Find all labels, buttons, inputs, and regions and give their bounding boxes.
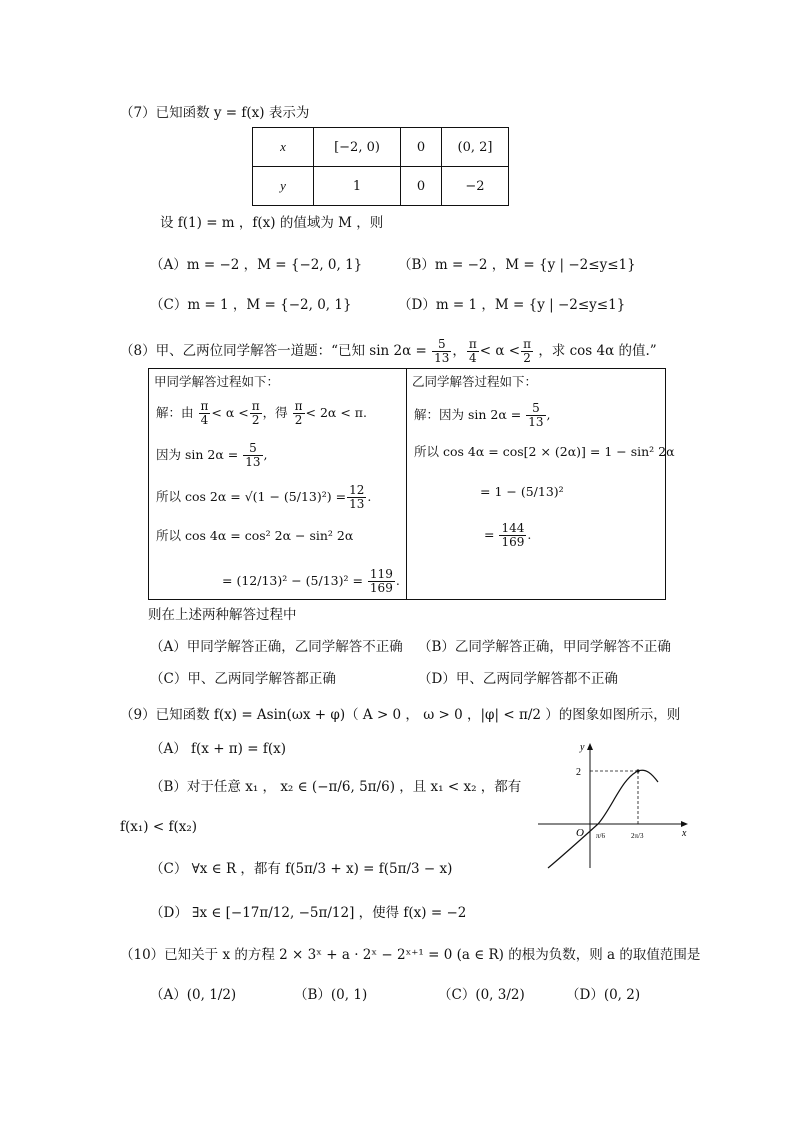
x-axis-label: x xyxy=(682,828,687,839)
q8-stem: （8）甲、乙两位同学解答一道题：“已知 sin 2α = $\frac{5}{13}$ ， $\frac{\pi}{4}$ < α < $\frac{\pi}{2}$ ，求 cos 4α 的值.” xyxy=(120,337,657,365)
max-label: 2 xyxy=(576,767,581,778)
y-axis-label: y xyxy=(580,742,585,753)
q7-option-b[interactable]: （B）m = −2 ，M = {y | −2≤y≤1} xyxy=(398,257,636,273)
q7-option-c[interactable]: （C）m = 1 ，M = {−2, 0, 1} xyxy=(150,297,352,313)
y-axis-arrow xyxy=(587,743,593,750)
table-row xyxy=(253,167,509,206)
q9-stem: （9）已知函数 f(x) = Asin(ωx + φ)（ A > 0 ， ω > 0 ，|φ| < π/2 ）的图象如图所示，则 xyxy=(120,707,681,723)
q10-option-c[interactable]: （C）(0, 3/2) xyxy=(438,987,525,1003)
q8-tail: 则在上述两种解答过程中 xyxy=(148,607,297,623)
q8-option-a[interactable]: （A）甲同学解答正确，乙同学解答不正确 xyxy=(150,639,403,655)
q7-option-d[interactable]: （D）m = 1 ，M = {y | −2≤y≤1} xyxy=(398,297,626,313)
q8-right-line3: = 1 − (5/13)² xyxy=(480,484,564,499)
q7-setup: 设 f(1) = m ，f(x) 的值域为 M ，则 xyxy=(160,215,384,231)
table-row xyxy=(253,128,509,167)
table-cell: (0, 2] xyxy=(442,128,509,167)
q8-left-line2: 因为 sin 2α = $\frac{5}{13}$ , xyxy=(156,441,268,469)
q8-left-line3: 所以 cos 2α = √(1 − (5/13)²) = $\frac{12}{13}$ . xyxy=(156,483,372,511)
q10-option-d[interactable]: （D）(0, 2) xyxy=(566,987,641,1003)
q8-stem-part: （8）甲、乙两位同学解答一道题：“已知 sin 2α = xyxy=(120,343,427,359)
q10-option-b[interactable]: （B）(0, 1) xyxy=(294,987,368,1003)
q8-right-line1: 解：因为 sin 2α = $\frac{5}{13}$ , xyxy=(414,401,551,429)
q9-option-b-cont: f(x₁) < f(x₂) xyxy=(120,819,198,835)
table-cell: y xyxy=(253,167,314,206)
sine-curve xyxy=(548,770,658,868)
max-point xyxy=(636,769,639,772)
q9-option-a[interactable]: （A） f(x + π) = f(x) xyxy=(150,741,286,757)
q9-option-d[interactable]: （D） ∃x ∈ [−17π/12, −5π/12] ，使得 f(x) = −2 xyxy=(150,905,467,921)
q8-left-title: 甲同学解答过程如下： xyxy=(154,374,280,389)
table-cell: 1 xyxy=(314,167,401,206)
q8-right-line2: 所以 cos 4α = cos[2 × (2α)] = 1 − sin² 2α xyxy=(414,444,675,459)
q7-option-a[interactable]: （A）m = −2 ，M = {−2, 0, 1} xyxy=(150,257,363,273)
q8-stem-part: ，求 cos 4α 的值.” xyxy=(538,343,657,359)
q9-graph xyxy=(530,738,694,872)
table-cell: x xyxy=(253,128,314,167)
origin-label: O xyxy=(576,827,584,839)
fraction: $\frac{\pi}{4}$ xyxy=(468,337,477,365)
tick-pi6: π/6 xyxy=(596,832,605,840)
fraction: $\frac{5}{13}$ xyxy=(434,337,450,365)
x-axis-arrow xyxy=(681,821,688,827)
fraction: $\frac{\pi}{2}$ xyxy=(523,337,532,365)
table-cell: 0 xyxy=(401,167,442,206)
q8-right-title: 乙同学解答过程如下： xyxy=(412,374,538,389)
q7-stem: （7）已知函数 y = f(x) 表示为 xyxy=(120,105,310,121)
q9-option-b[interactable]: （B）对于任意 x₁ ， x₂ ∈ (−π/6, 5π/6) ，且 x₁ < x₂ ，都有 xyxy=(150,779,522,795)
q7-function-table xyxy=(252,127,509,206)
q8-left-line5: = (12/13)² − (5/13)² = $\frac{119}{169}$ . xyxy=(222,567,400,595)
q8-option-d[interactable]: （D）甲、乙两同学解答都不正确 xyxy=(418,671,618,687)
table-cell: 0 xyxy=(401,128,442,167)
table-cell: −2 xyxy=(442,167,509,206)
divider xyxy=(406,369,407,599)
q8-option-b[interactable]: （B）乙同学解答正确，甲同学解答不正确 xyxy=(418,639,671,655)
tick-2pi3: 2π/3 xyxy=(631,832,644,840)
q10-stem: （10）已知关于 x 的方程 2 × 3ˣ + a · 2ˣ − 2ˣ⁺¹ = 0 (a ∈ R) 的根为负数，则 a 的取值范围是 xyxy=(120,947,701,963)
q10-option-a[interactable]: （A）(0, 1/2) xyxy=(150,987,237,1003)
q8-left-line1: 解：由 $\frac{\pi}{4}$ < α < $\frac{\pi}{2}$ ，得 $\frac{\pi}{2}$ < 2α < π. xyxy=(156,399,367,427)
q8-left-line4: 所以 cos 4α = cos² 2α − sin² 2α xyxy=(156,528,354,543)
q8-right-line4: = $\frac{144}{169}$ . xyxy=(484,521,532,549)
table-cell: [−2, 0) xyxy=(314,128,401,167)
q9-option-c[interactable]: （C） ∀x ∈ R ，都有 f(5π/3 + x) = f(5π/3 − x) xyxy=(150,861,453,877)
q8-option-c[interactable]: （C）甲、乙两同学解答都正确 xyxy=(150,671,336,687)
